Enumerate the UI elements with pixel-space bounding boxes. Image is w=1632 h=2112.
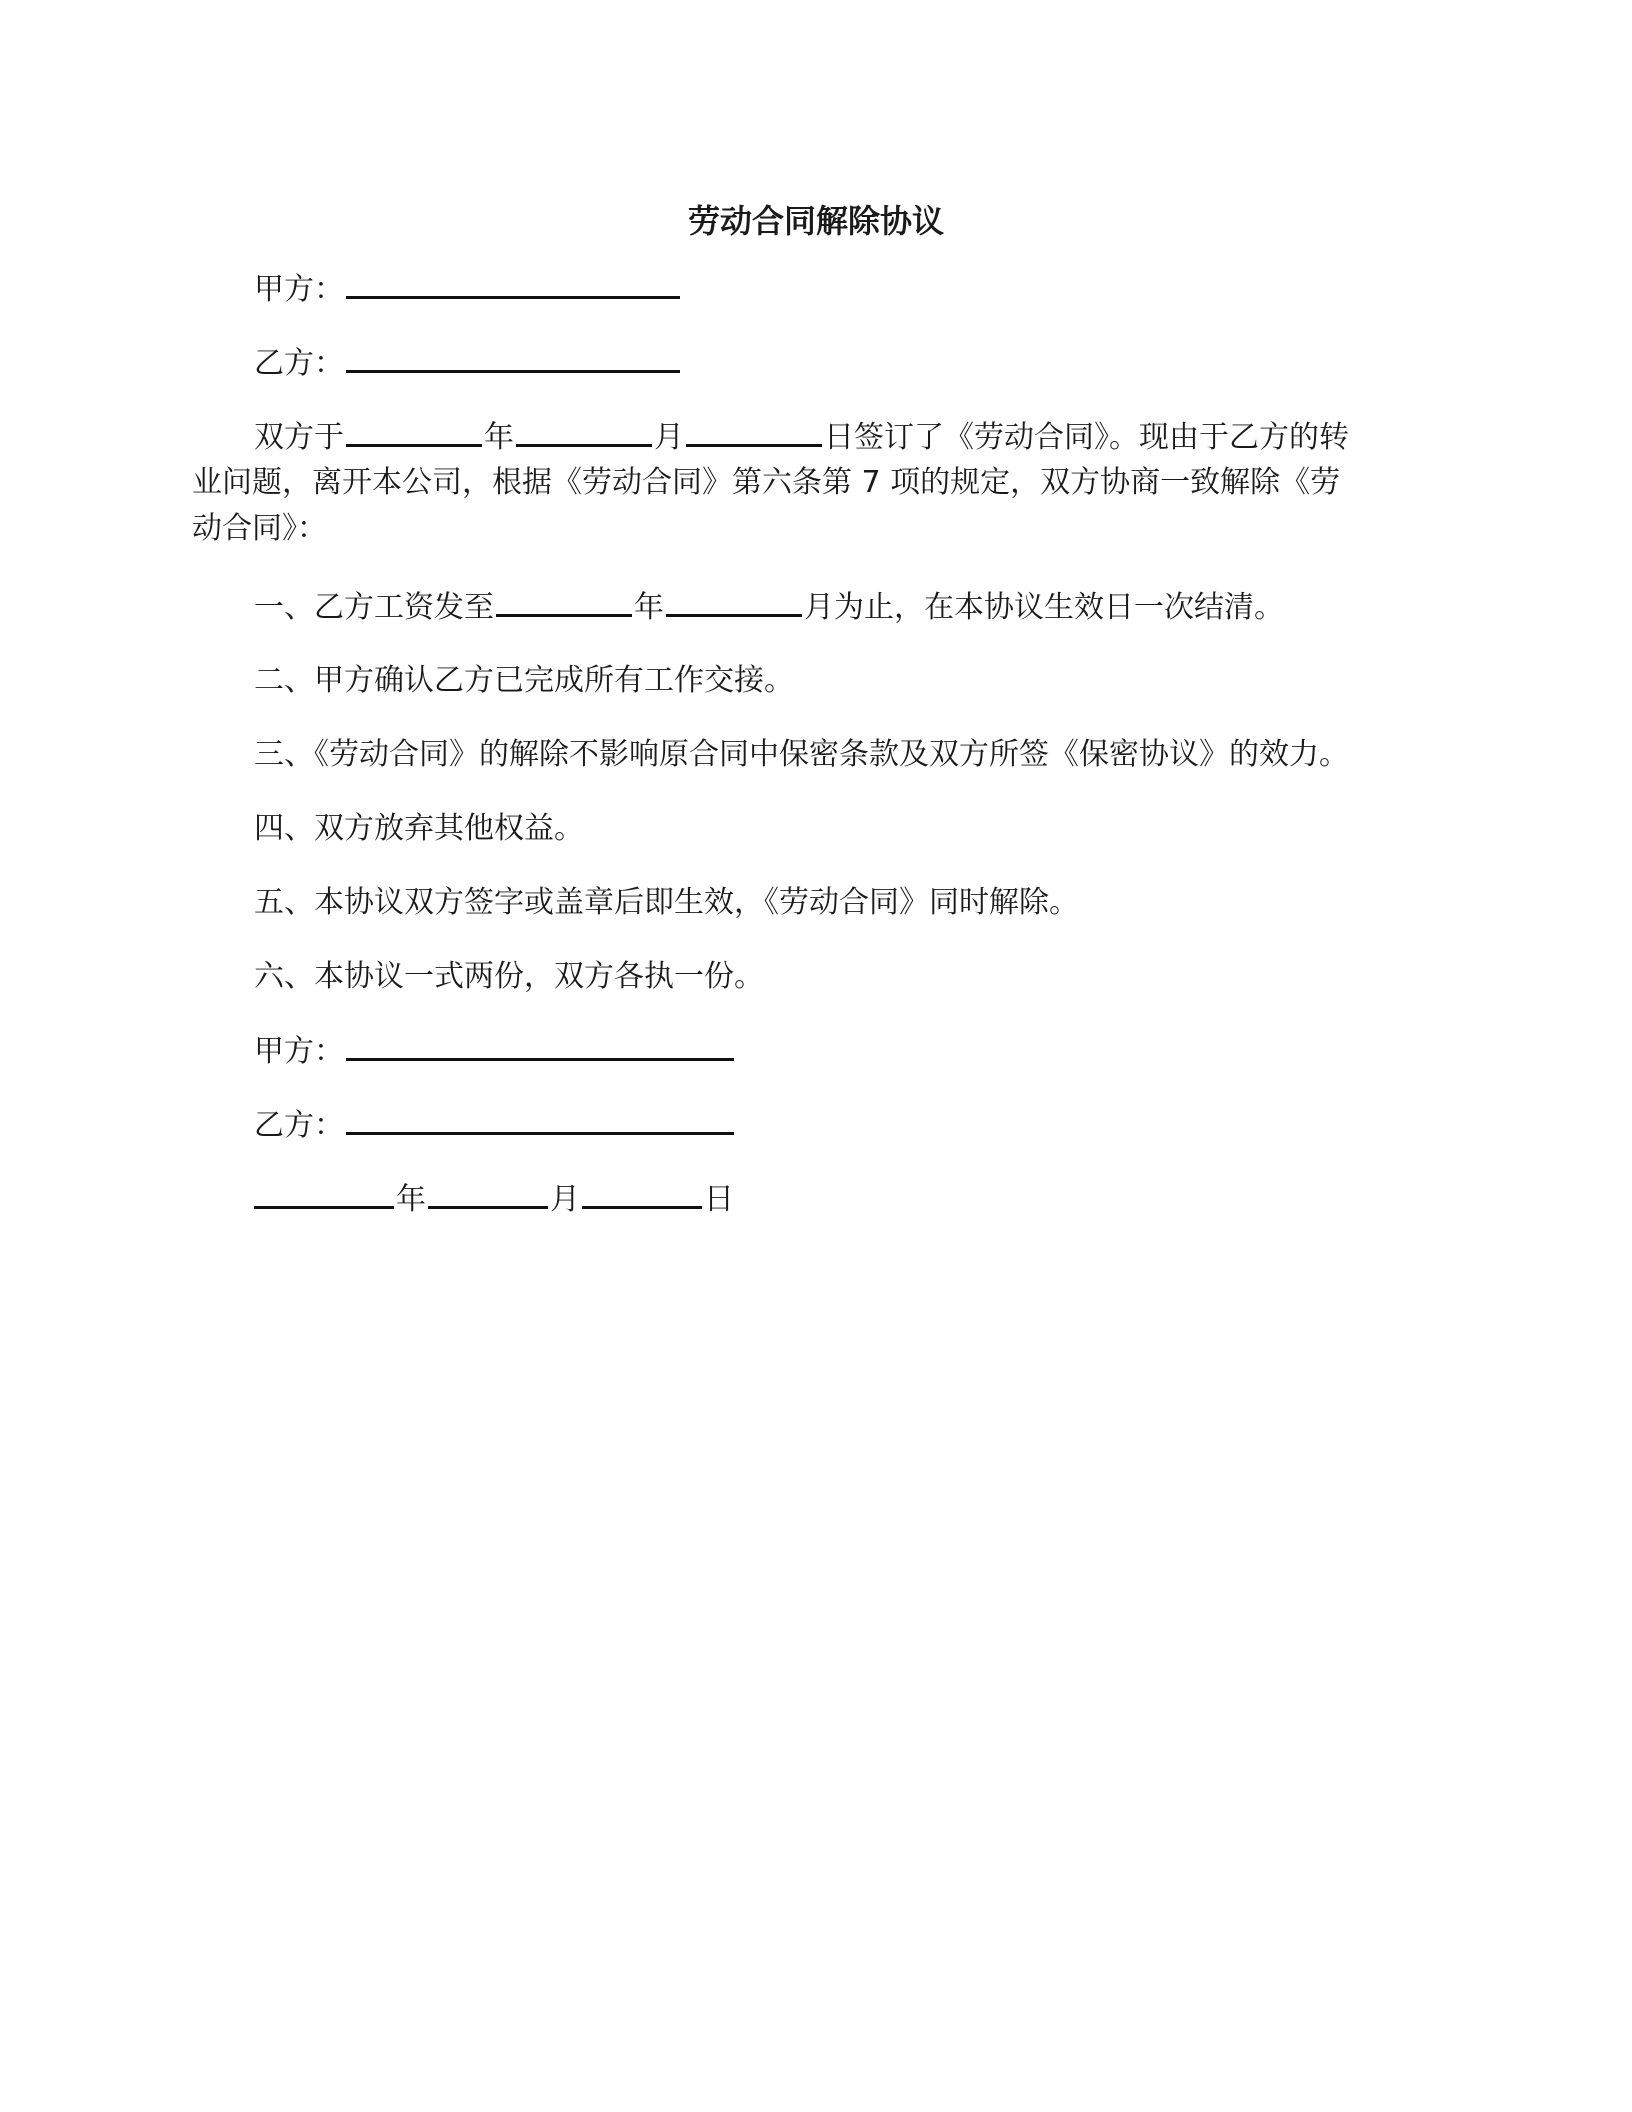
clause-1-text-1: 一、乙方工资发至 <box>254 590 494 625</box>
party-a-line-top <box>254 266 682 313</box>
intro-line-3: 动合同》： <box>192 511 327 546</box>
intro-month-blank[interactable] <box>516 414 652 447</box>
clause-1-year-label: 年 <box>634 590 664 625</box>
date-year-blank[interactable] <box>254 1176 394 1209</box>
clause-6: 六、本协议一式两份，双方各执一份。 <box>254 959 764 994</box>
clause-1-month-blank[interactable] <box>666 584 802 617</box>
signing-date-line <box>254 1176 734 1223</box>
intro-year-blank[interactable] <box>346 414 482 447</box>
party-b-signature-label: 乙方： <box>254 1108 344 1143</box>
party-b-label: 乙方： <box>254 346 344 381</box>
clause-1-year-blank[interactable] <box>496 584 632 617</box>
date-month-label: 月 <box>550 1182 580 1217</box>
date-day-blank[interactable] <box>582 1176 702 1209</box>
clause-5: 五、本协议双方签字或盖章后即生效，《劳动合同》同时解除。 <box>254 885 1079 920</box>
party-b-line-bottom <box>254 1102 736 1149</box>
party-b-blank[interactable] <box>346 340 680 373</box>
document-title: 劳动合同解除协议 <box>687 202 944 240</box>
party-b-line-top <box>254 340 682 387</box>
clause-2: 二、甲方确认乙方已完成所有工作交接。 <box>254 663 794 698</box>
intro-line-1 <box>254 414 1349 461</box>
intro-year-label: 年 <box>484 420 514 455</box>
clause-1 <box>254 584 1284 631</box>
intro-text-1: 双方于 <box>254 420 344 455</box>
party-a-signature-blank[interactable] <box>346 1028 734 1061</box>
date-month-blank[interactable] <box>428 1176 548 1209</box>
clause-4: 四、双方放弃其他权益。 <box>254 811 584 846</box>
clause-1-text-2: 月为止，在本协议生效日一次结清。 <box>804 590 1284 625</box>
party-b-signature-blank[interactable] <box>346 1102 734 1135</box>
date-day-label: 日 <box>704 1182 734 1217</box>
date-year-label: 年 <box>396 1182 426 1217</box>
party-a-blank[interactable] <box>346 266 680 299</box>
intro-month-label: 月 <box>654 420 684 455</box>
intro-day-blank[interactable] <box>686 414 822 447</box>
clause-3: 三、《劳动合同》的解除不影响原合同中保密条款及双方所签《保密协议》的效力。 <box>254 737 1349 772</box>
intro-line-2: 业问题，离开本公司，根据《劳动合同》第六条第 7 项的规定，双方协商一致解除《劳 <box>192 465 1341 500</box>
intro-text-2: 日签订了《劳动合同》。现由于乙方的转 <box>824 420 1349 455</box>
party-a-line-bottom <box>254 1028 736 1075</box>
party-a-label: 甲方： <box>254 272 344 307</box>
party-a-signature-label: 甲方： <box>254 1034 344 1069</box>
